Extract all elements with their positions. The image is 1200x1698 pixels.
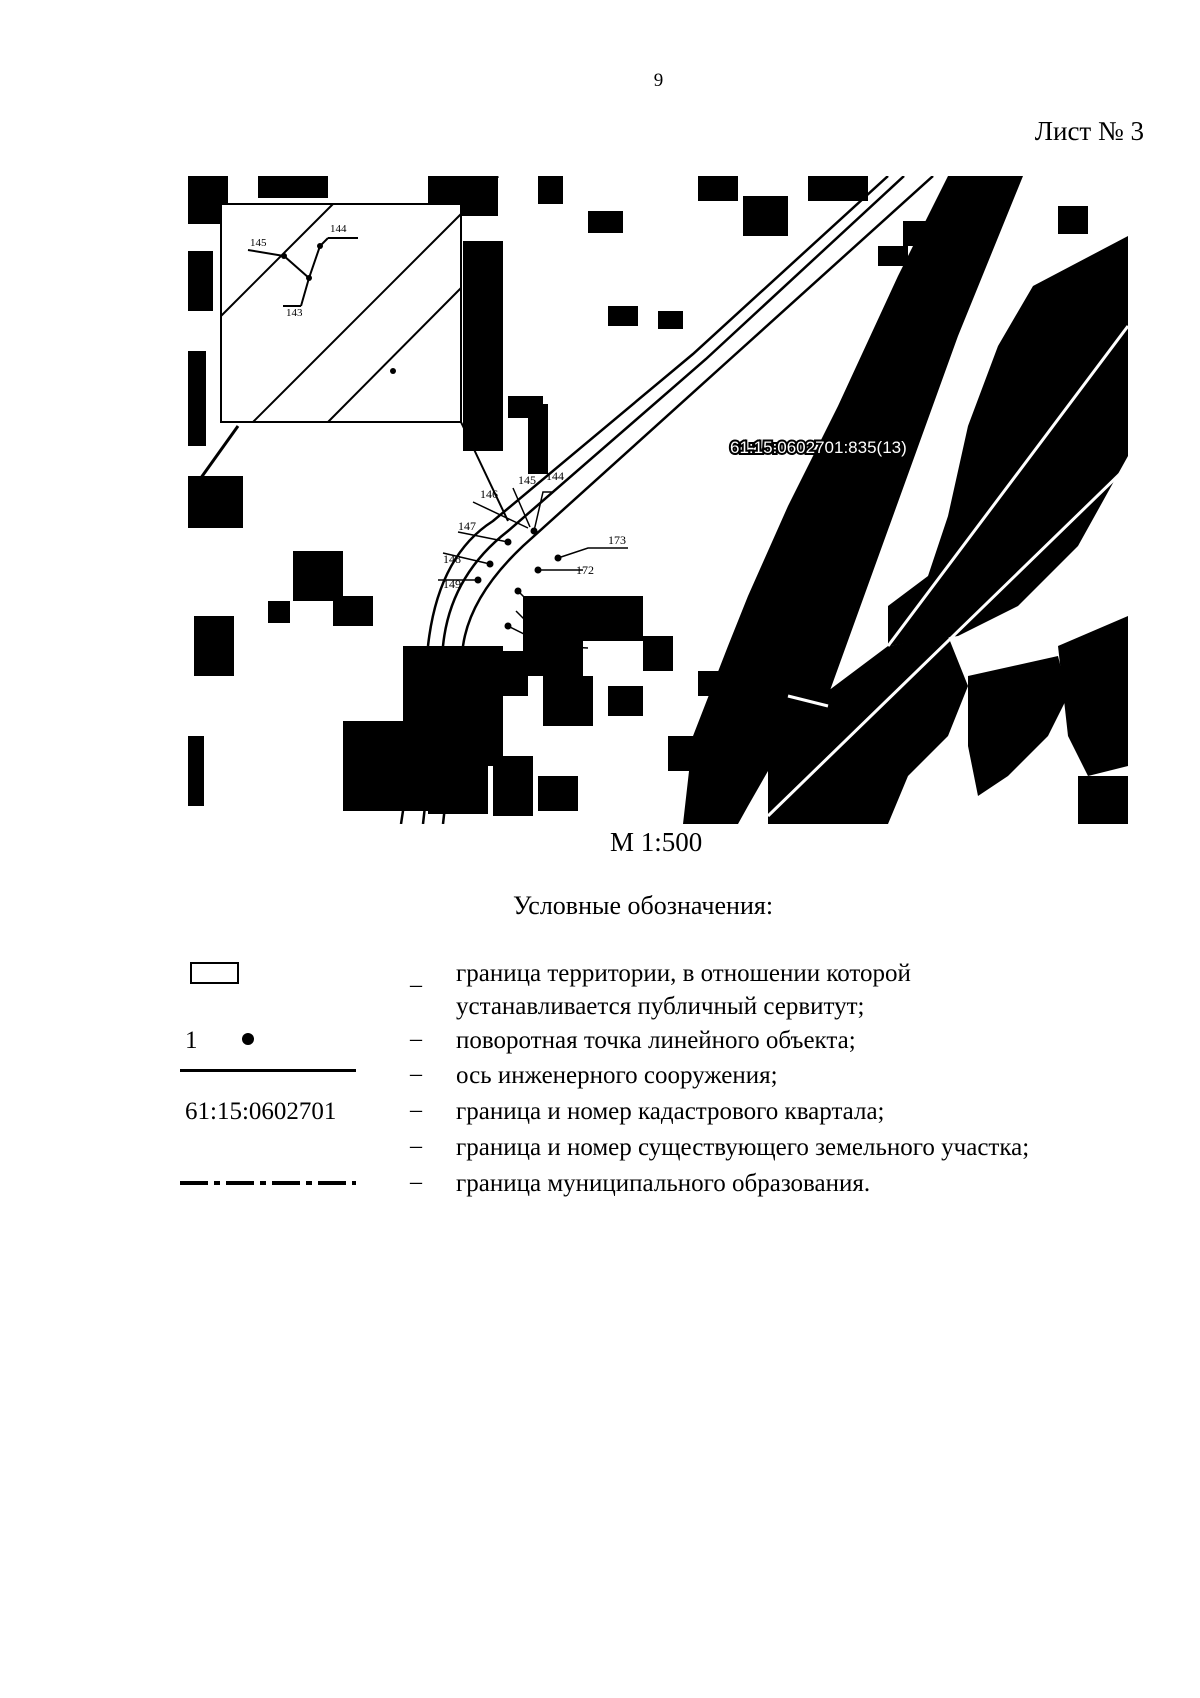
legend-text: [456, 957, 911, 1023]
legend-item-turning-point: [180, 1024, 1180, 1058]
legend-text: ось инженерного сооружения;: [456, 1062, 778, 1089]
page-number: 9: [653, 70, 664, 91]
legend-text-line1: граница территории, в отношении которой: [456, 960, 911, 987]
point-dot-icon: [242, 1033, 254, 1045]
map-scale: М 1:500: [610, 827, 703, 857]
legend-symbol-number: 1: [185, 1027, 198, 1054]
legend-item-land-parcel: [180, 1131, 1180, 1165]
legend-item-axis: [180, 1059, 1180, 1093]
legend-text-line2: устанавливается публичный сервитут;: [456, 993, 865, 1020]
legend-symbol-empty: [180, 1131, 358, 1165]
legend-item-servitude-boundary: [180, 960, 1180, 1020]
legend-symbol-solid-line: [180, 1059, 358, 1093]
legend-text: граница и номер существующего земельного участка;: [456, 1134, 1030, 1161]
inset-label-left: 145: [250, 237, 267, 249]
legend-title: Условные обозначения:: [513, 891, 774, 920]
point-label-144: 144: [546, 469, 564, 483]
point-label-148: 148: [443, 552, 461, 566]
point-label-149: 149: [443, 577, 461, 591]
point-label-145: 145: [518, 473, 536, 487]
legend-dash: –: [410, 1026, 422, 1052]
legend-text: граница и номер кадастрового квартала;: [456, 1098, 885, 1125]
legend-dash: –: [410, 1133, 422, 1159]
legend-text: граница муниципального образования.: [456, 1170, 871, 1197]
legend-dash: –: [410, 1061, 422, 1087]
inset-label-bottom: 143: [286, 307, 303, 319]
point-label-147: 147: [458, 519, 476, 533]
parcel-label: 61:15:0602701:835(13): [730, 438, 907, 457]
legend-symbol-point: [180, 1024, 358, 1058]
point-label-173: 173: [608, 533, 626, 547]
legend-symbol-dash-dot-line: [180, 1167, 358, 1201]
legend-item-municipal-boundary: [180, 1167, 1180, 1201]
point-label-172: 172: [576, 563, 594, 577]
sheet-label: Лист № 3: [1034, 116, 1144, 146]
legend-dash: –: [410, 1169, 422, 1195]
legend-dash: –: [410, 972, 422, 998]
legend-dash: –: [410, 1097, 422, 1123]
point-label-146: 146: [480, 487, 498, 501]
legend-text: поворотная точка линейного объекта;: [456, 1027, 856, 1054]
legend-symbol-quarter-number: 61:15:0602701: [185, 1098, 337, 1125]
inset-label-right: 144: [330, 223, 347, 235]
legend-symbol-rectangle: [180, 960, 358, 994]
map-figure: [188, 176, 1128, 824]
legend-item-cadastral-quarter: [180, 1095, 1180, 1129]
